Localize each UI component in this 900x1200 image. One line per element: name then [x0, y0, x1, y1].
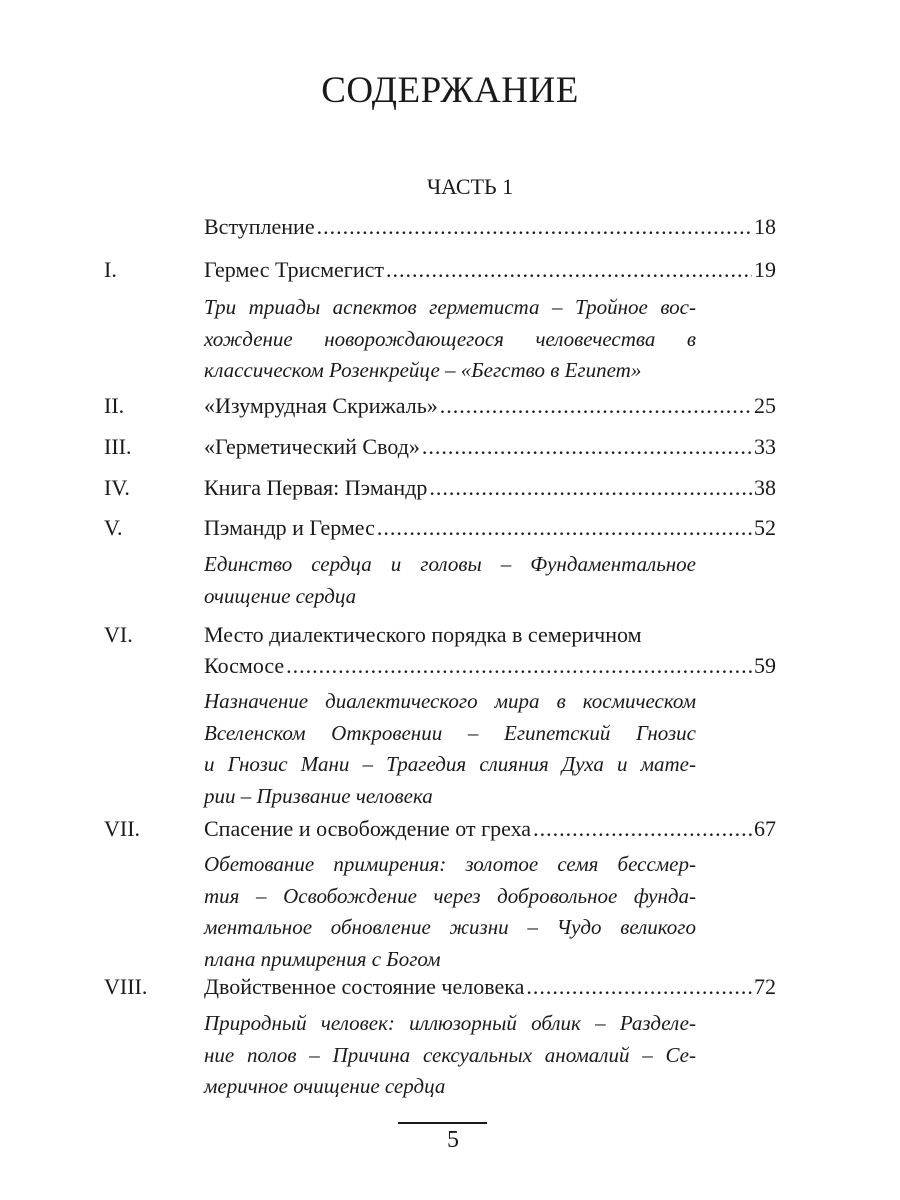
chapter-number: II. [104, 393, 125, 418]
summary-line: Обетование примирения: золотое семя бессмер- [204, 852, 696, 876]
toc-entry-title: «Герметический Свод» [204, 434, 420, 459]
dot-leader [526, 970, 752, 1004]
chapter-number: I. [104, 257, 117, 282]
toc-entry-title: Гермес Трисмегист [204, 257, 384, 282]
summary-line: Назначение диалектического мира в космическом [204, 689, 696, 713]
chapter-number: VII. [104, 816, 141, 841]
page-number: 5 [447, 1127, 459, 1153]
chapter-number: V. [104, 515, 123, 540]
dot-leader [422, 430, 752, 464]
toc-entry-page: 25 [754, 393, 776, 418]
toc-entry-chapter-4[interactable] [0, 471, 900, 505]
toc-entry-title: Спасение и освобождение от греха [204, 816, 532, 841]
chapter-summary [204, 686, 696, 812]
toc-entry-chapter-8[interactable] [0, 970, 900, 1004]
toc-entry-page: 38 [754, 475, 776, 500]
dot-leader [286, 649, 752, 683]
toc-entry-title: Двойственное состояние человека [204, 974, 525, 999]
dot-leader [317, 210, 752, 244]
toc-entry-intro[interactable] [0, 210, 900, 244]
dot-leader [533, 812, 752, 846]
summary-line: Единство сердца и головы – Фундаментальное [204, 552, 696, 576]
toc-entry-chapter-5[interactable] [0, 511, 900, 545]
toc-entry-chapter-6[interactable] [0, 618, 900, 652]
summary-line: Три триады аспектов герметиста – Тройное вос- [204, 295, 696, 319]
summary-line: ментальное обновление жизни – Чудо великого [204, 915, 696, 939]
summary-line: меричное очищение сердца [204, 1074, 446, 1098]
summary-line: ние полов – Причина сексуальных аномалий – Се- [204, 1042, 696, 1067]
toc-entry-title: Космосе [204, 653, 285, 678]
chapter-summary [204, 549, 696, 612]
toc-entry-chapter-1[interactable] [0, 253, 900, 287]
chapter-summary [204, 849, 696, 975]
part-title: ЧАСТЬ 1 [426, 174, 514, 199]
toc-entry-page: 59 [754, 653, 776, 678]
toc-entry-title: «Изумрудная Скрижаль» [204, 393, 438, 418]
toc-entry-chapter-6-cont[interactable] [0, 649, 900, 683]
summary-line: классическом Розенкрейце – «Бегство в Египет» [204, 358, 642, 382]
toc-entry-page: 19 [754, 257, 776, 282]
toc-entry-title: Пэмандр и Гермес [204, 515, 375, 540]
toc-entry-title-line1: Место диалектического порядка в семеричном [204, 622, 642, 647]
toc-entry-page: 67 [754, 816, 776, 841]
toc-entry-chapter-3[interactable] [0, 430, 900, 464]
toc-entry-chapter-7[interactable] [0, 812, 900, 846]
summary-line: и Гнозис Мани – Трагедия слияния Духа и мате- [204, 752, 696, 776]
summary-line: очищение сердца [204, 583, 357, 608]
dot-leader [377, 511, 752, 545]
summary-line: Природный человек: иллюзорный облик – Разделе- [204, 1011, 696, 1035]
toc-entry-chapter-2[interactable] [0, 389, 900, 423]
chapter-summary [204, 292, 696, 387]
dot-leader [429, 471, 752, 505]
toc-entry-page: 72 [754, 974, 776, 999]
summary-line: тия – Освобождение через добровольное фунда- [204, 883, 696, 908]
summary-line: хождение новорождающегося человечества в [204, 326, 696, 351]
toc-entry-page: 52 [754, 515, 776, 540]
toc-entry-page: 18 [754, 214, 776, 239]
summary-line: рии – Призвание человека [204, 783, 433, 808]
toc-entry-title: Книга Первая: Пэмандр [204, 475, 428, 500]
toc-entry-title: Вступление [204, 214, 315, 239]
chapter-number: VI. [104, 622, 133, 647]
chapter-number: VIII. [104, 974, 148, 999]
chapter-summary [204, 1008, 696, 1103]
chapter-number: IV. [104, 475, 130, 500]
summary-line: плана примирения с Богом [204, 946, 441, 971]
page-title: СОДЕРЖАНИЕ [321, 70, 579, 111]
dot-leader [386, 253, 752, 287]
toc-entry-page: 33 [754, 434, 776, 459]
dot-leader [440, 389, 752, 423]
chapter-number: III. [104, 434, 132, 459]
summary-line: Вселенском Откровении – Египетский Гнозис [204, 720, 696, 745]
